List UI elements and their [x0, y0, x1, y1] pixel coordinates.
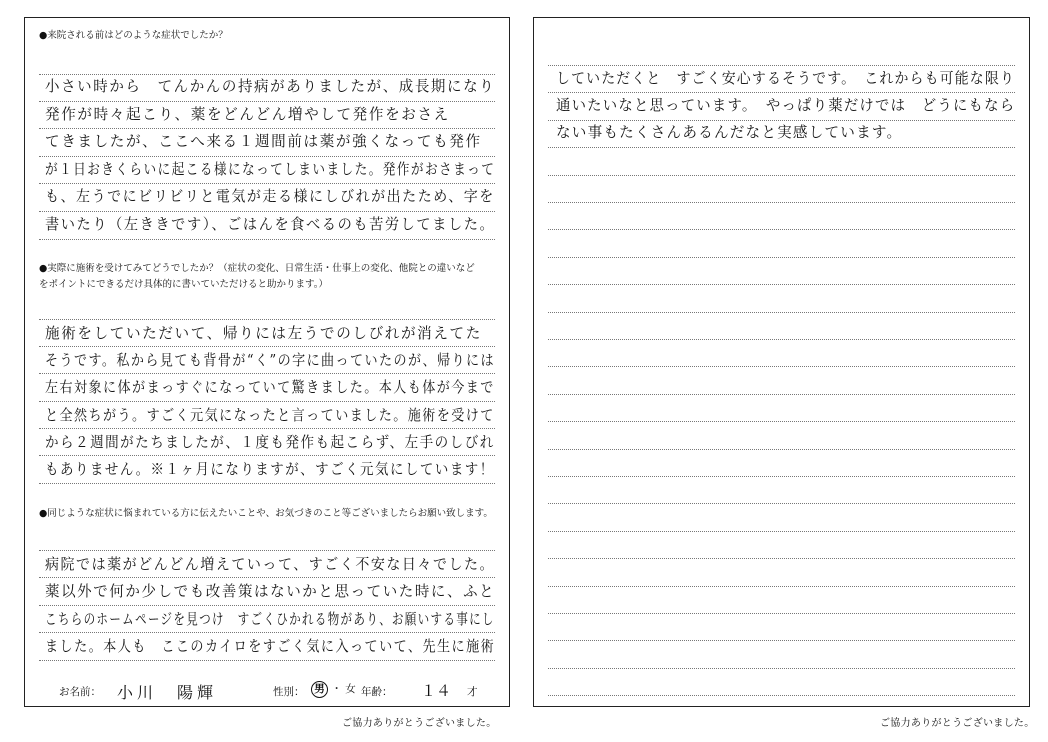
ruled-line	[548, 202, 1015, 203]
ruled-line	[39, 101, 495, 102]
age-label: 年齢：	[361, 686, 393, 698]
ruled-line	[548, 339, 1015, 340]
answer-line: てきましたが、ここへ来る１週間前は薬が強くなっても発作	[45, 133, 482, 150]
answer-line: も、左うでにビリビリと電気が走る様にしびれが出たため、字を	[45, 188, 495, 205]
ruled-line	[548, 120, 1015, 121]
ruled-line	[548, 366, 1015, 367]
gender-label: 性別：	[273, 686, 305, 698]
answer-line: と全然ちがう。すごく元気になったと言っていました。施術を受けて	[45, 407, 495, 424]
gender-separator: ・	[331, 683, 342, 695]
question-after-treatment	[39, 261, 495, 293]
ruled-line	[39, 346, 495, 347]
answer-line: 通いたいなと思っています。 やっぱり薬だけでは どうにもなら	[556, 97, 1016, 114]
ruled-line	[39, 483, 495, 484]
answer-line: 病院では薬がどんどん増えていって、すごく不安な日々でした。	[45, 556, 496, 573]
question-message: ●同じような症状に悩まれている方に伝えたいことや、お気づきのこと等ございましたらお願い致します。	[39, 508, 493, 519]
ruled-line	[548, 394, 1015, 395]
answer-line: が１日おきくらいに起こる様になってしまいました。発作がおさまって	[45, 161, 496, 178]
answer-line: から２週間がたちましたが、１度も発作も起こらず、左手のしびれ	[45, 434, 495, 451]
ruled-line	[39, 319, 495, 320]
ruled-line	[39, 455, 495, 456]
ruled-line	[548, 312, 1015, 313]
ruled-line	[39, 211, 495, 212]
ruled-line	[39, 128, 495, 129]
ruled-line	[548, 92, 1015, 93]
answer-line: こちらのホームページを見つけ すごくひかれる物があり、お願いする事にし	[45, 611, 495, 628]
question-line: ●実際に施術を受けてみてどうでしたか？（症状の変化、日常生活・仕事上の変化、他院との違いなど	[39, 263, 475, 274]
ruled-line	[39, 74, 495, 75]
ruled-line	[548, 65, 1015, 66]
answer-line: もありません。※１ヶ月になりますが、すごく元気にしています！	[45, 461, 495, 478]
ruled-line	[548, 695, 1015, 696]
ruled-line	[39, 239, 495, 240]
ruled-line	[39, 183, 495, 184]
ruled-line	[39, 428, 495, 429]
gender-male-circled: 男	[311, 681, 328, 698]
answer-line: 発作が時々起こり、薬をどんどん増やして発作をおさえ	[45, 106, 450, 123]
name-label: お名前：	[59, 686, 101, 698]
age-unit: 才	[467, 686, 478, 698]
answer-line: 書いたり（左ききです）、ごはんを食べるのも苦労してました。	[45, 216, 496, 233]
ruled-line	[39, 632, 495, 633]
name-value: 小川 陽輝	[117, 683, 218, 702]
ruled-line	[548, 284, 1015, 285]
ruled-line	[39, 156, 495, 157]
question-before-visit: ●来院される前はどのような症状でしたか？	[39, 30, 228, 41]
gender-field	[309, 681, 356, 698]
thank-you-footer: ご協力ありがとうございました。	[880, 718, 1035, 729]
gender-female: 女	[345, 683, 356, 695]
ruled-line	[548, 531, 1015, 532]
answer-line: していただくと すごく安心するそうです。 これからも可能な限り	[556, 70, 1016, 87]
answer-line: 薬以外で何か少しでも改善策はないかと思っていた時に、ふと	[45, 583, 496, 600]
thank-you-footer: ご協力ありがとうございました。	[342, 718, 497, 729]
ruled-line	[39, 550, 495, 551]
answer-line: ました。本人も ここのカイロをすごく気に入っていて、先生に施術	[45, 638, 496, 655]
ruled-line	[39, 605, 495, 606]
ruled-line	[548, 476, 1015, 477]
ruled-line	[548, 503, 1015, 504]
answer-line: 施術をしていただいて、帰りには左うでのしびれが消えてた	[45, 325, 482, 342]
answer-line: 小さい時から てんかんの持病がありましたが、成長期になり	[45, 78, 496, 95]
ruled-line	[548, 668, 1015, 669]
question-line: をポイントにできるだけ具体的に書いていただけると助かります。）	[39, 279, 328, 290]
ruled-line	[548, 558, 1015, 559]
answer-line: そうです。私から見ても背骨が“く”の字に曲っていたのが、帰りには	[45, 352, 495, 369]
ruled-line	[548, 421, 1015, 422]
answer-line: ない事もたくさんあるんだなと実感しています。	[556, 124, 903, 141]
ruled-line	[39, 577, 495, 578]
ruled-line	[548, 640, 1015, 641]
answer-line: 左右対象に体がまっすぐになっていて驚きました。本人も体が今まで	[45, 379, 495, 396]
ruled-line	[548, 229, 1015, 230]
ruled-line	[39, 660, 495, 661]
ruled-line	[548, 613, 1015, 614]
ruled-line	[548, 586, 1015, 587]
ruled-line	[548, 147, 1015, 148]
respondent-info	[25, 678, 509, 702]
survey-page-left	[24, 17, 510, 707]
age-value: １４	[421, 682, 452, 700]
survey-page-right	[533, 17, 1030, 707]
ruled-line	[39, 373, 495, 374]
ruled-line	[548, 257, 1015, 258]
ruled-line	[39, 401, 495, 402]
ruled-line	[548, 175, 1015, 176]
ruled-line	[548, 449, 1015, 450]
